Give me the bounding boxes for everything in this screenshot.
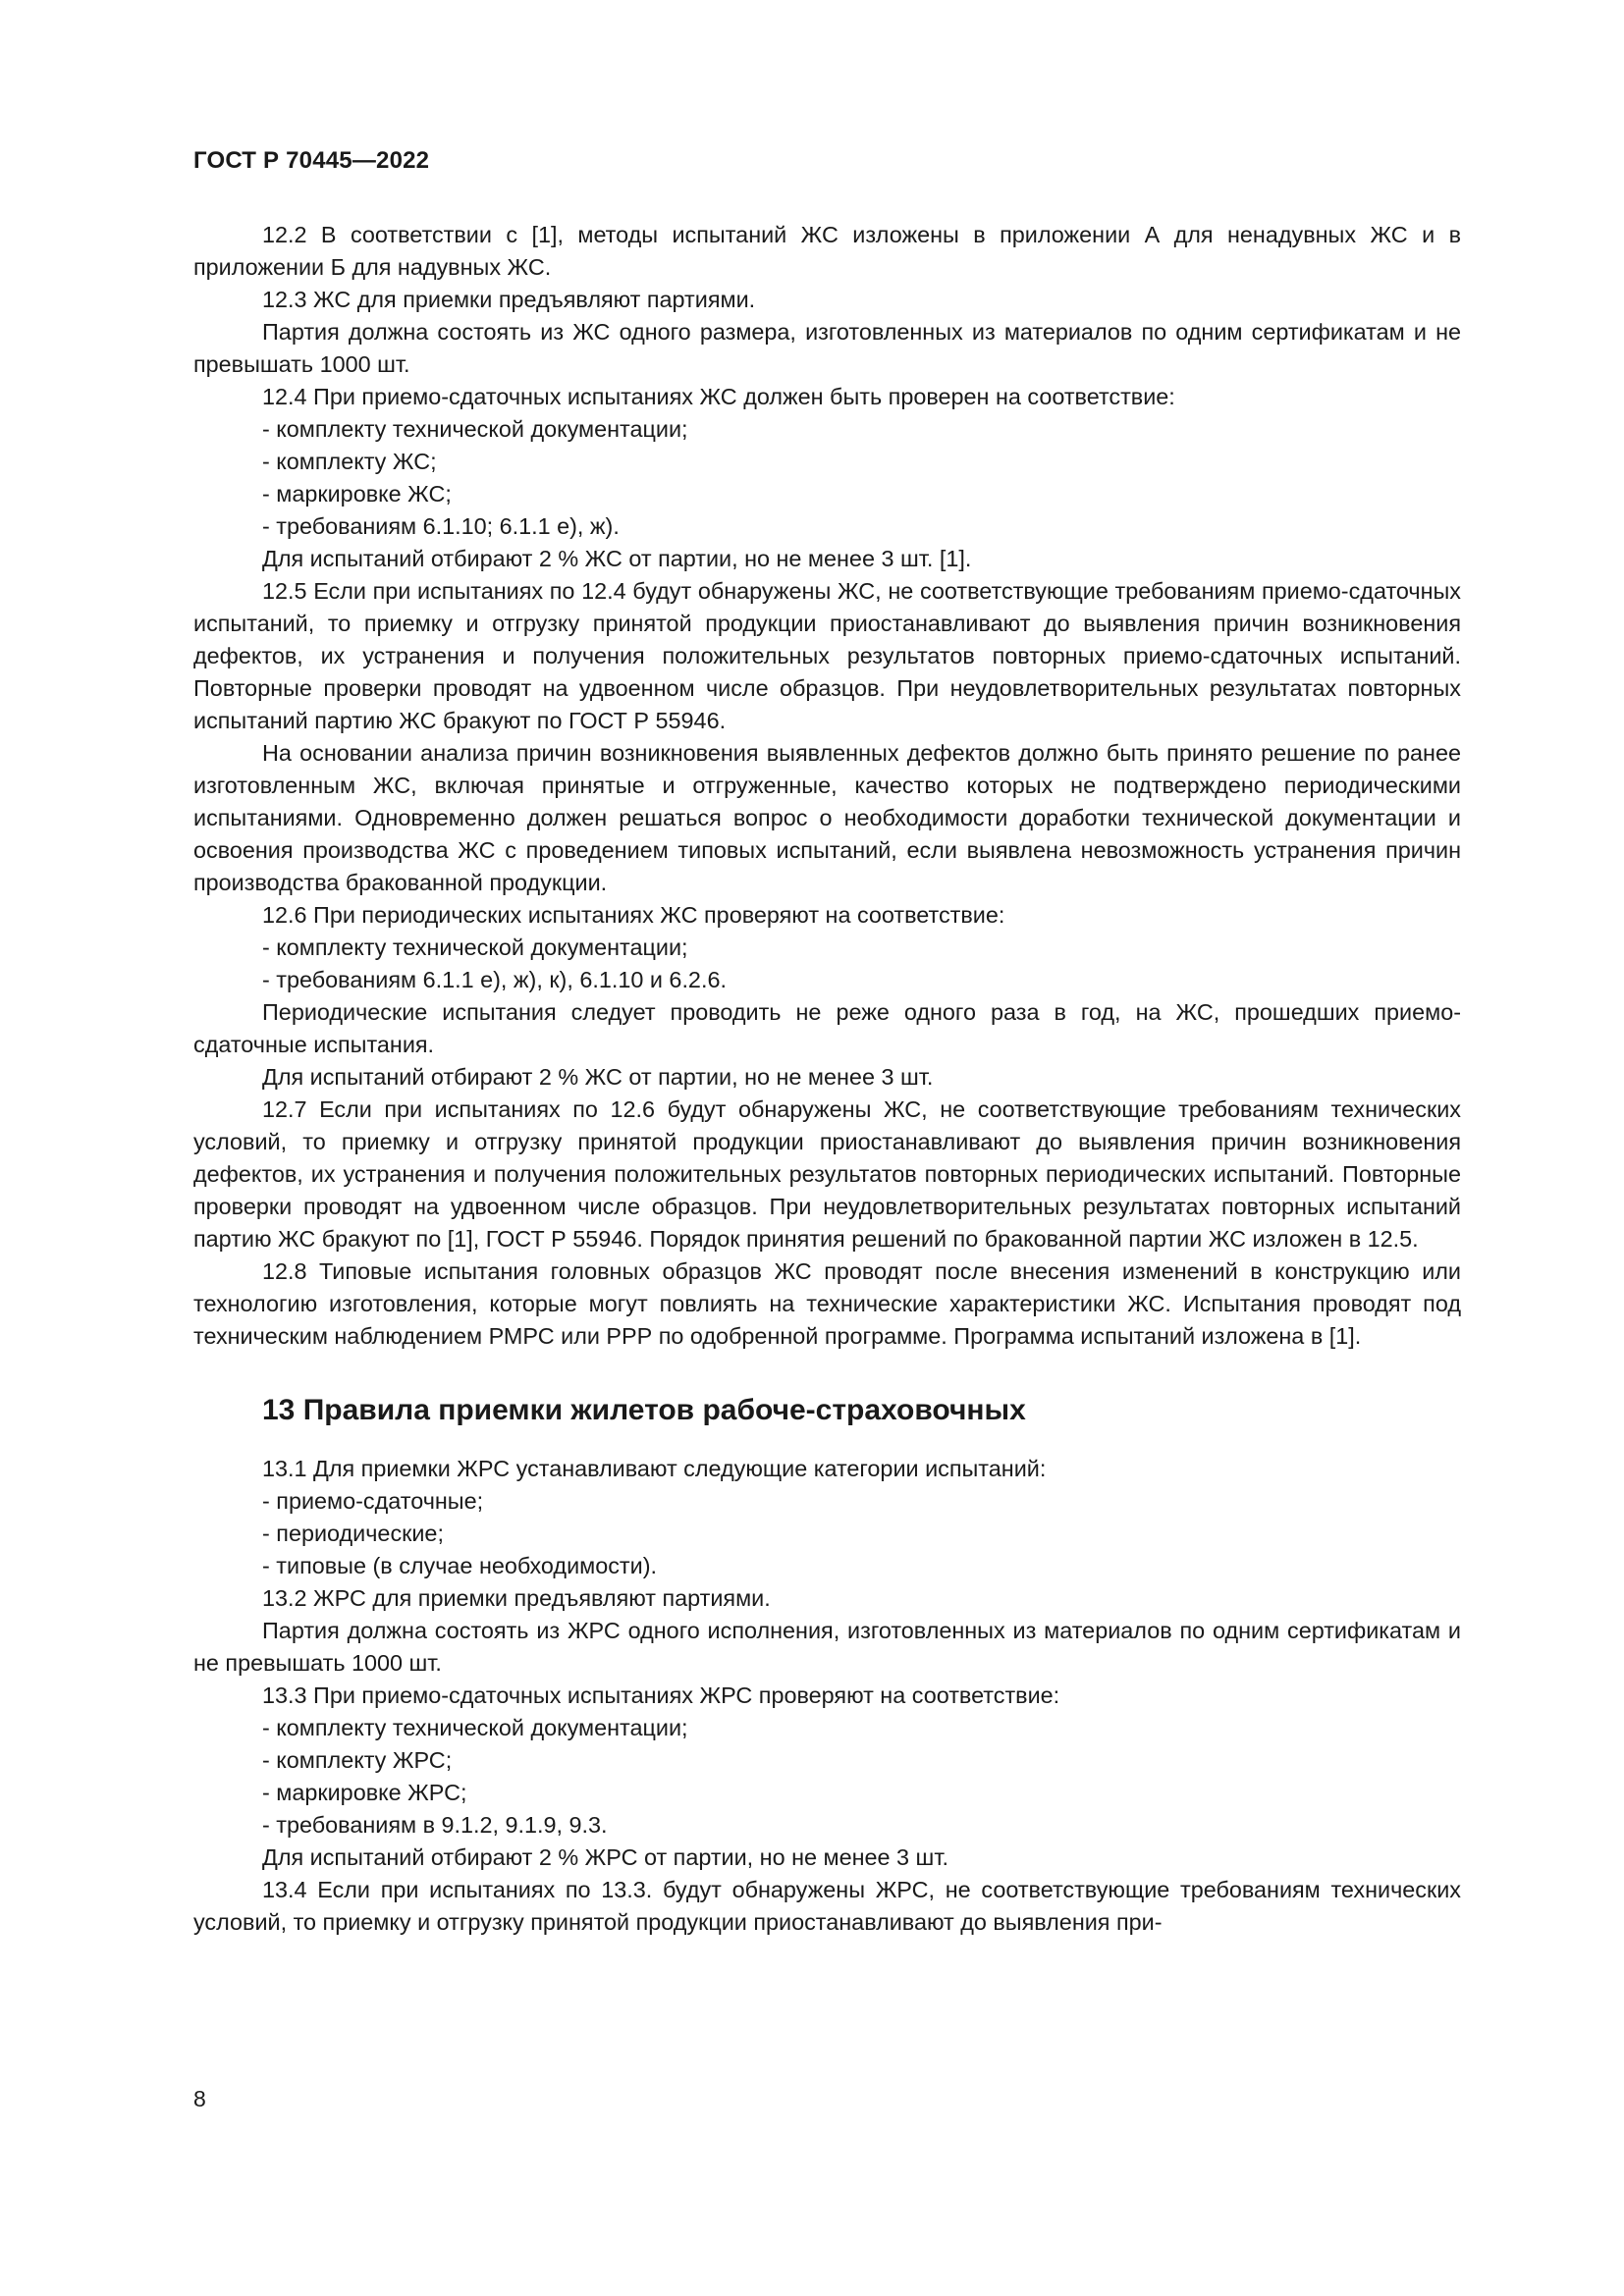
- document-header: ГОСТ Р 70445—2022: [193, 147, 430, 174]
- list-item: - маркировке ЖРС;: [262, 1780, 467, 1805]
- list-item: - требованиям 6.1.10; 6.1.1 е), ж).: [262, 513, 620, 539]
- list-item: - периодические;: [262, 1521, 444, 1546]
- list-item: - комплекту ЖРС;: [262, 1747, 453, 1773]
- paragraph: Для испытаний отбирают 2 % ЖС от партии, но не менее 3 шт.: [262, 1064, 934, 1090]
- list-item: - комплекту технической документации;: [262, 416, 688, 442]
- list-item: - приемо-сдаточные;: [262, 1488, 484, 1514]
- paragraph: Партия должна состоять из ЖС одного размера, изготовленных из материалов по одним сертификатам и не превышать 1000 шт.: [193, 319, 1461, 377]
- paragraph: 12.6 При периодических испытаниях ЖС проверяют на соответствие:: [262, 902, 1005, 928]
- paragraph: 12.3 ЖС для приемки предъявляют партиями.: [262, 287, 756, 312]
- list-item: - маркировке ЖС;: [262, 481, 452, 507]
- list-item: - типовые (в случае необходимости).: [262, 1553, 657, 1578]
- paragraph: 12.5 Если при испытаниях по 12.4 будут обнаружены ЖС, не соответствующие требованиям приемо-сдаточных испытаний, то приемку и отгрузку принятой продукции приостанавливают до выявления причин возникновения дефектов, их устранения и получения положительных результатов повторных приемо-сдаточных испытаний. Повторные проверки проводят на удвоенном числе образцов. При неудовлетворительных результатах повторных испытаний партию ЖС бракуют по ГОСТ Р 55946.: [193, 578, 1461, 733]
- list-item: - комплекту технической документации;: [262, 1715, 688, 1740]
- paragraph: Для испытаний отбирают 2 % ЖРС от партии, но не менее 3 шт.: [262, 1844, 948, 1870]
- paragraph: 13.4 Если при испытаниях по 13.3. будут обнаружены ЖРС, не соответствующие требованиям технических условий, то приемку и отгрузку принятой продукции приостанавливают до выявления при-: [193, 1877, 1461, 1935]
- section-heading: 13 Правила приемки жилетов рабоче-страховочных: [262, 1394, 1026, 1426]
- paragraph: 12.2 В соответствии с [1], методы испытаний ЖС изложены в приложении А для ненадувных ЖС и в приложении Б для надувных ЖС.: [193, 222, 1461, 280]
- paragraph: 12.8 Типовые испытания головных образцов ЖС проводят после внесения изменений в конструкцию или технологию изготовления, которые могут повлиять на технические характеристики ЖС. Испытания проводят под техническим наблюдением РМРС или РРР по одобренной программе. Программа испытаний изложена в [1].: [193, 1258, 1461, 1349]
- document-body: [193, 219, 1461, 1939]
- paragraph: Периодические испытания следует проводить не реже одного раза в год, на ЖС, прошедших приемо-сдаточные испытания.: [193, 999, 1461, 1057]
- paragraph: 13.1 Для приемки ЖРС устанавливают следующие категории испытаний:: [262, 1456, 1047, 1481]
- list-item: - требованиям 6.1.1 е), ж), к), 6.1.10 и 6.2.6.: [262, 967, 727, 992]
- list-item: - требованиям в 9.1.2, 9.1.9, 9.3.: [262, 1812, 608, 1838]
- paragraph: 12.7 Если при испытаниях по 12.6 будут обнаружены ЖС, не соответствующие требованиям технических условий, то приемку и отгрузку принятой продукции приостанавливают до выявления причин возникновения дефектов, их устранения и получения положительных результатов повторных периодических испытаний. Повторные проверки проводят на удвоенном числе образцов. При неудовлетворительных результатах повторных испытаний партию ЖС бракуют по [1], ГОСТ Р 55946. Порядок принятия решений по бракованной партии ЖС изложен в 12.5.: [193, 1096, 1461, 1252]
- list-item: - комплекту технической документации;: [262, 934, 688, 960]
- paragraph: Партия должна состоять из ЖРС одного исполнения, изготовленных из материалов по одним сертификатам и не превышать 1000 шт.: [193, 1618, 1461, 1676]
- paragraph: 12.4 При приемо-сдаточных испытаниях ЖС должен быть проверен на соответствие:: [262, 384, 1175, 409]
- paragraph: 13.3 При приемо-сдаточных испытаниях ЖРС проверяют на соответствие:: [262, 1682, 1060, 1708]
- paragraph: На основании анализа причин возникновения выявленных дефектов должно быть принято решение по ранее изготовленным ЖС, включая принятые и отгруженные, качество которых не подтверждено периодическими испытаниями. Одновременно должен решаться вопрос о необходимости доработки технической документации и освоения производства ЖС с проведением типовых испытаний, если выявлена невозможность устранения причин производства бракованной продукции.: [193, 740, 1461, 895]
- paragraph: 13.2 ЖРС для приемки предъявляют партиями.: [262, 1585, 771, 1611]
- paragraph: Для испытаний отбирают 2 % ЖС от партии, но не менее 3 шт. [1].: [262, 546, 972, 571]
- list-item: - комплекту ЖС;: [262, 449, 437, 474]
- page-number: 8: [193, 2086, 206, 2111]
